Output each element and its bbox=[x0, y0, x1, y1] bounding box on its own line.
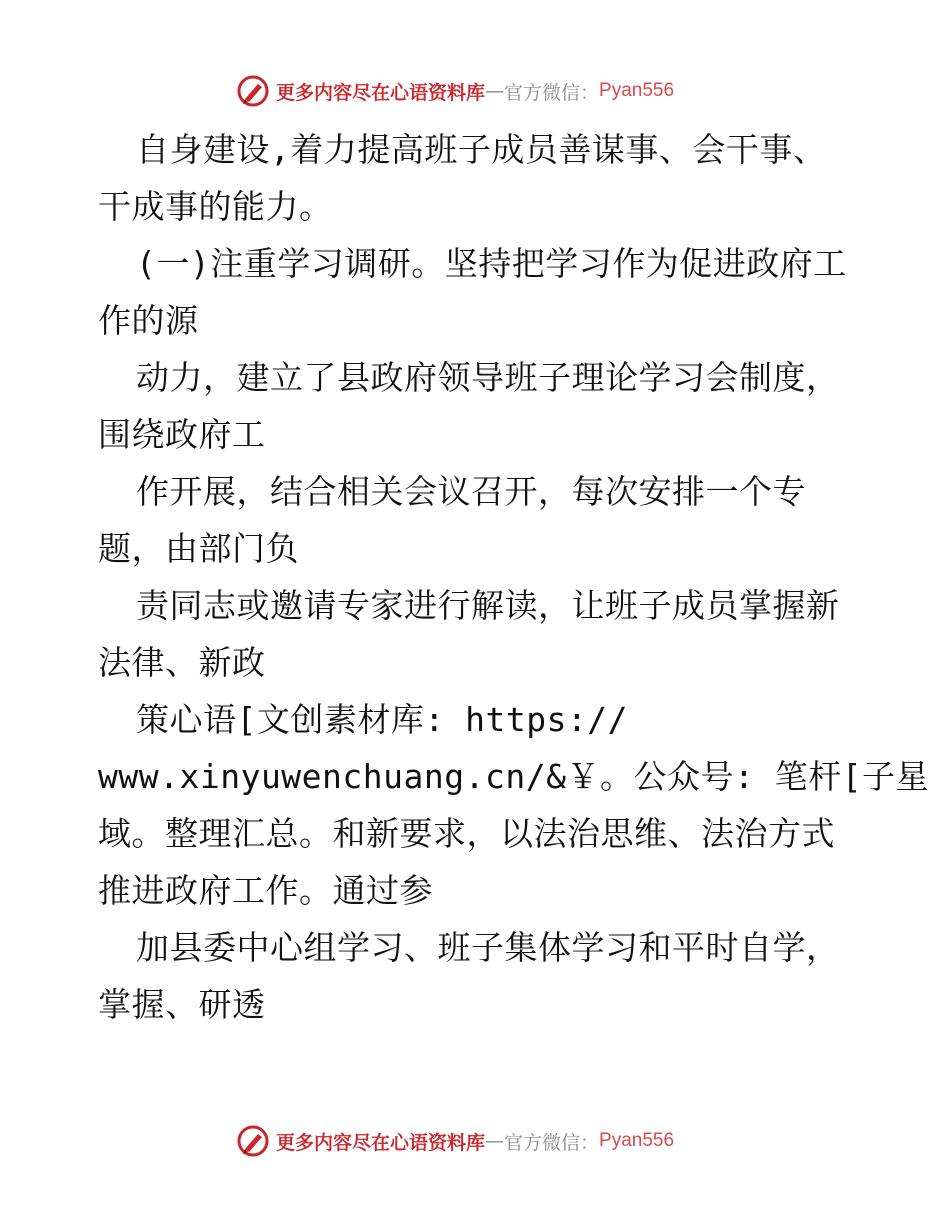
text-line: 加县委中心组学习、班子集体学习和平时自学， bbox=[136, 928, 840, 967]
watermark-wechat-id: Pyan556 bbox=[599, 1130, 675, 1151]
text-line: 围绕政府工 bbox=[98, 415, 266, 454]
text-line: www.xinyuwenchuang.cn/&￥。公众号: 笔杆[子星 bbox=[98, 757, 930, 796]
text-line: 法律、新政 bbox=[98, 643, 266, 682]
text-line: 策心语[文创素材库: https:// bbox=[136, 700, 629, 739]
text-line: 作的源 bbox=[98, 301, 199, 340]
watermark-wechat-label: 官方微信： bbox=[504, 1131, 600, 1154]
header-watermark bbox=[236, 73, 674, 109]
watermark-dash: — bbox=[485, 80, 505, 102]
text-line: 干成事的能力。 bbox=[98, 187, 333, 226]
pen-logo-icon bbox=[236, 74, 270, 108]
text-line: (一)注重学习调研。坚持把学习作为促进政府工 bbox=[136, 244, 847, 283]
text-line: 动力，建立了县政府领导班子理论学习会制度， bbox=[136, 358, 840, 397]
footer-watermark bbox=[236, 1123, 674, 1159]
text-line: 域。整理汇总。和新要求，以法治思维、法治方式 bbox=[98, 814, 835, 853]
text-line: 作开展，结合相关会议召开，每次安排一个专 bbox=[136, 472, 806, 511]
watermark-dash: — bbox=[485, 1130, 505, 1152]
watermark-site-text: 更多内容尽在心语资料库 bbox=[276, 81, 486, 104]
watermark-wechat-label: 官方微信： bbox=[504, 81, 600, 104]
text-line: 题，由部门负 bbox=[98, 529, 299, 568]
watermark-site-text: 更多内容尽在心语资料库 bbox=[276, 1131, 486, 1154]
text-line: 自身建设,着力提高班子成员善谋事、会干事、 bbox=[136, 130, 827, 169]
text-line: 推进政府工作。通过参 bbox=[98, 871, 433, 910]
pen-logo-icon bbox=[236, 1124, 270, 1158]
text-line: 责同志或邀请专家进行解读，让班子成员掌握新 bbox=[136, 586, 840, 625]
text-line: 掌握、研透 bbox=[98, 985, 266, 1024]
watermark-wechat-id: Pyan556 bbox=[599, 80, 675, 101]
